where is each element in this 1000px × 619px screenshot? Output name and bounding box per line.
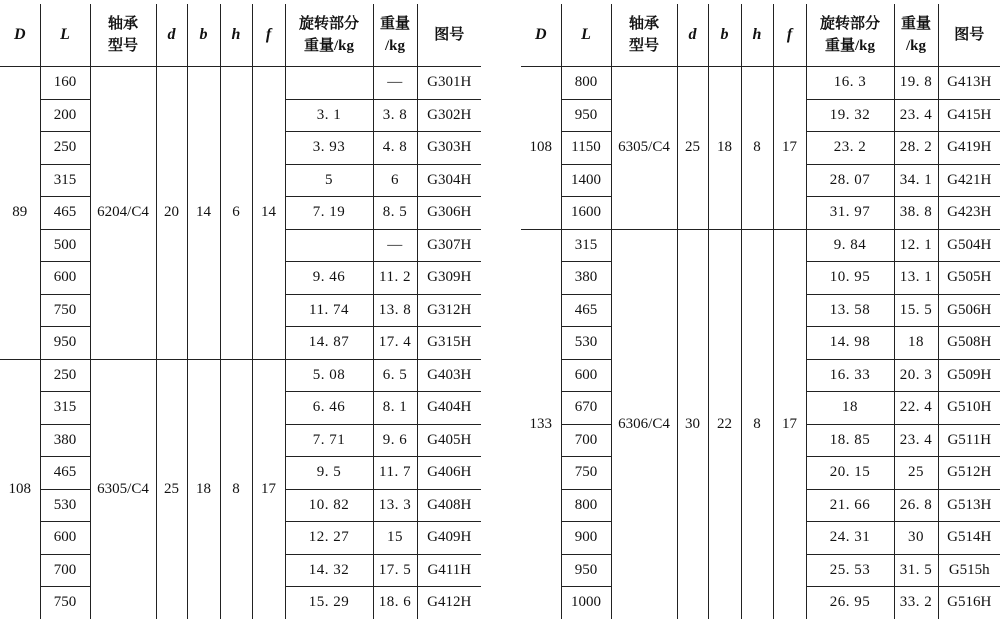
cell-weight: 6. 5 — [373, 359, 417, 392]
cell-weight: 11. 7 — [373, 457, 417, 490]
cell-rotating-weight: 7. 19 — [285, 197, 373, 230]
header-b: b — [708, 4, 741, 67]
header-rotating-weight-line: 重量/kg — [824, 38, 875, 54]
cell-weight: 13. 3 — [373, 489, 417, 522]
cell-weight: 22. 4 — [894, 392, 938, 425]
cell-weight: 8. 1 — [373, 392, 417, 425]
header-row — [0, 4, 481, 67]
cell-weight: 19. 8 — [894, 67, 938, 100]
cell-drawing-no: G406H — [417, 457, 481, 490]
cell-h: 8 — [220, 359, 252, 619]
cell-L: 465 — [40, 457, 90, 490]
header-rotating-weight — [285, 4, 373, 67]
cell-rotating-weight — [285, 229, 373, 262]
cell-L: 250 — [40, 132, 90, 165]
header-d: d — [677, 4, 708, 67]
cell-drawing-no: G508H — [938, 327, 1000, 360]
cell-D: 108 — [521, 67, 561, 230]
cell-weight: 4. 8 — [373, 132, 417, 165]
cell-L: 750 — [561, 457, 611, 490]
cell-b: 18 — [708, 67, 741, 230]
cell-weight: 30 — [894, 522, 938, 555]
cell-drawing-no: G415H — [938, 99, 1000, 132]
cell-drawing-no: G307H — [417, 229, 481, 262]
table-row — [521, 67, 1000, 100]
cell-weight: 17. 5 — [373, 554, 417, 587]
cell-weight: 38. 8 — [894, 197, 938, 230]
cell-f: 17 — [252, 359, 285, 619]
cell-bearing: 6305/C4 — [90, 359, 156, 619]
cell-D: 108 — [0, 359, 40, 619]
cell-drawing-no: G409H — [417, 522, 481, 555]
cell-drawing-no: G509H — [938, 359, 1000, 392]
cell-L: 600 — [40, 522, 90, 555]
cell-f: 17 — [773, 67, 806, 230]
header-D: D — [521, 4, 561, 67]
cell-L: 950 — [40, 327, 90, 360]
cell-rotating-weight: 9. 5 — [285, 457, 373, 490]
header-L: L — [561, 4, 611, 67]
cell-rotating-weight: 9. 46 — [285, 262, 373, 295]
cell-f: 17 — [773, 229, 806, 619]
cell-weight: 6 — [373, 164, 417, 197]
cell-L: 800 — [561, 489, 611, 522]
cell-rotating-weight: 11. 74 — [285, 294, 373, 327]
header-bearing — [90, 4, 156, 67]
cell-rotating-weight: 16. 33 — [806, 359, 894, 392]
cell-rotating-weight: 5 — [285, 164, 373, 197]
right-spec-table — [521, 4, 1000, 619]
cell-L: 530 — [561, 327, 611, 360]
cell-drawing-no: G304H — [417, 164, 481, 197]
cell-rotating-weight: 7. 71 — [285, 424, 373, 457]
cell-drawing-no: G411H — [417, 554, 481, 587]
cell-L: 500 — [40, 229, 90, 262]
cell-d: 25 — [156, 359, 187, 619]
cell-L: 380 — [40, 424, 90, 457]
cell-rotating-weight: 21. 66 — [806, 489, 894, 522]
cell-drawing-no: G423H — [938, 197, 1000, 230]
cell-drawing-no: G301H — [417, 67, 481, 100]
cell-d: 20 — [156, 67, 187, 360]
cell-weight: 20. 3 — [894, 359, 938, 392]
cell-L: 950 — [561, 99, 611, 132]
cell-drawing-no: G405H — [417, 424, 481, 457]
cell-weight: 17. 4 — [373, 327, 417, 360]
header-weight-line: 重量 — [379, 16, 410, 32]
cell-weight: 25 — [894, 457, 938, 490]
cell-d: 25 — [677, 67, 708, 230]
header-weight — [894, 4, 938, 67]
cell-drawing-no: G403H — [417, 359, 481, 392]
header-weight-line: /kg — [905, 38, 926, 54]
cell-L: 670 — [561, 392, 611, 425]
cell-L: 600 — [561, 359, 611, 392]
cell-weight: 28. 2 — [894, 132, 938, 165]
cell-L: 600 — [40, 262, 90, 295]
cell-L: 465 — [561, 294, 611, 327]
cell-L: 315 — [40, 392, 90, 425]
cell-rotating-weight: 28. 07 — [806, 164, 894, 197]
header-bearing-line: 型号 — [628, 38, 659, 54]
table-row — [0, 67, 481, 100]
cell-L: 315 — [561, 229, 611, 262]
cell-rotating-weight — [285, 67, 373, 100]
cell-rotating-weight: 26. 95 — [806, 587, 894, 619]
cell-bearing: 6305/C4 — [611, 67, 677, 230]
cell-rotating-weight: 18. 85 — [806, 424, 894, 457]
header-row — [521, 4, 1000, 67]
cell-drawing-no: G514H — [938, 522, 1000, 555]
cell-D: 89 — [0, 67, 40, 360]
cell-weight: 34. 1 — [894, 164, 938, 197]
header-bearing-line: 型号 — [107, 38, 138, 54]
header-h: h — [741, 4, 773, 67]
cell-rotating-weight: 23. 2 — [806, 132, 894, 165]
cell-rotating-weight: 5. 08 — [285, 359, 373, 392]
cell-rotating-weight: 16. 3 — [806, 67, 894, 100]
table-row — [521, 229, 1000, 262]
header-weight-line: 重量 — [900, 16, 931, 32]
cell-drawing-no: G516H — [938, 587, 1000, 619]
cell-rotating-weight: 24. 31 — [806, 522, 894, 555]
header-rotating-weight-line: 重量/kg — [303, 38, 354, 54]
cell-L: 1400 — [561, 164, 611, 197]
cell-weight: 23. 4 — [894, 99, 938, 132]
cell-h: 8 — [741, 229, 773, 619]
cell-drawing-no: G504H — [938, 229, 1000, 262]
cell-drawing-no: G505H — [938, 262, 1000, 295]
cell-rotating-weight: 31. 97 — [806, 197, 894, 230]
cell-h: 6 — [220, 67, 252, 360]
header-L: L — [40, 4, 90, 67]
cell-rotating-weight: 14. 98 — [806, 327, 894, 360]
cell-weight: 11. 2 — [373, 262, 417, 295]
cell-drawing-no: G513H — [938, 489, 1000, 522]
cell-L: 1600 — [561, 197, 611, 230]
cell-drawing-no: G303H — [417, 132, 481, 165]
header-h: h — [220, 4, 252, 67]
cell-L: 1000 — [561, 587, 611, 619]
cell-weight: — — [373, 229, 417, 262]
header-bearing-line: 轴承 — [107, 16, 138, 32]
cell-weight: 8. 5 — [373, 197, 417, 230]
cell-f: 14 — [252, 67, 285, 360]
header-rotating-weight — [806, 4, 894, 67]
cell-weight: 18 — [894, 327, 938, 360]
left-spec-table — [0, 4, 481, 619]
header-weight-line: /kg — [384, 38, 405, 54]
cell-bearing: 6306/C4 — [611, 229, 677, 619]
cell-rotating-weight: 19. 32 — [806, 99, 894, 132]
cell-weight: 15 — [373, 522, 417, 555]
cell-L: 315 — [40, 164, 90, 197]
header-weight — [373, 4, 417, 67]
table-row — [0, 359, 481, 392]
cell-rotating-weight: 18 — [806, 392, 894, 425]
cell-drawing-no: G404H — [417, 392, 481, 425]
cell-weight: 15. 5 — [894, 294, 938, 327]
header-drawing-no: 图号 — [417, 4, 481, 67]
cell-L: 160 — [40, 67, 90, 100]
cell-drawing-no: G413H — [938, 67, 1000, 100]
cell-L: 750 — [40, 587, 90, 619]
cell-rotating-weight: 3. 1 — [285, 99, 373, 132]
cell-drawing-no: G512H — [938, 457, 1000, 490]
cell-weight: 9. 6 — [373, 424, 417, 457]
cell-drawing-no: G309H — [417, 262, 481, 295]
header-f: f — [252, 4, 285, 67]
cell-L: 950 — [561, 554, 611, 587]
cell-D: 133 — [521, 229, 561, 619]
cell-drawing-no: G515h — [938, 554, 1000, 587]
cell-drawing-no: G510H — [938, 392, 1000, 425]
cell-L: 750 — [40, 294, 90, 327]
cell-L: 250 — [40, 359, 90, 392]
cell-drawing-no: G506H — [938, 294, 1000, 327]
header-b: b — [187, 4, 220, 67]
cell-d: 30 — [677, 229, 708, 619]
cell-rotating-weight: 20. 15 — [806, 457, 894, 490]
header-f: f — [773, 4, 806, 67]
cell-rotating-weight: 10. 82 — [285, 489, 373, 522]
cell-L: 200 — [40, 99, 90, 132]
cell-rotating-weight: 13. 58 — [806, 294, 894, 327]
cell-weight: 23. 4 — [894, 424, 938, 457]
cell-weight: 13. 1 — [894, 262, 938, 295]
cell-L: 700 — [40, 554, 90, 587]
cell-weight: — — [373, 67, 417, 100]
cell-drawing-no: G511H — [938, 424, 1000, 457]
cell-L: 1150 — [561, 132, 611, 165]
cell-rotating-weight: 25. 53 — [806, 554, 894, 587]
header-rotating-weight-line: 旋转部分 — [819, 16, 880, 32]
cell-drawing-no: G408H — [417, 489, 481, 522]
cell-rotating-weight: 14. 87 — [285, 327, 373, 360]
cell-drawing-no: G419H — [938, 132, 1000, 165]
cell-weight: 12. 1 — [894, 229, 938, 262]
cell-weight: 26. 8 — [894, 489, 938, 522]
cell-L: 800 — [561, 67, 611, 100]
cell-b: 18 — [187, 359, 220, 619]
header-bearing-line: 轴承 — [628, 16, 659, 32]
header-D: D — [0, 4, 40, 67]
cell-rotating-weight: 3. 93 — [285, 132, 373, 165]
cell-weight: 33. 2 — [894, 587, 938, 619]
cell-drawing-no: G315H — [417, 327, 481, 360]
cell-rotating-weight: 12. 27 — [285, 522, 373, 555]
cell-h: 8 — [741, 67, 773, 230]
cell-weight: 3. 8 — [373, 99, 417, 132]
cell-rotating-weight: 9. 84 — [806, 229, 894, 262]
cell-rotating-weight: 6. 46 — [285, 392, 373, 425]
cell-L: 900 — [561, 522, 611, 555]
cell-rotating-weight: 15. 29 — [285, 587, 373, 619]
cell-b: 22 — [708, 229, 741, 619]
cell-weight: 18. 6 — [373, 587, 417, 619]
cell-weight: 13. 8 — [373, 294, 417, 327]
cell-drawing-no: G312H — [417, 294, 481, 327]
cell-rotating-weight: 14. 32 — [285, 554, 373, 587]
cell-drawing-no: G421H — [938, 164, 1000, 197]
cell-L: 380 — [561, 262, 611, 295]
cell-bearing: 6204/C4 — [90, 67, 156, 360]
cell-drawing-no: G412H — [417, 587, 481, 619]
cell-L: 700 — [561, 424, 611, 457]
cell-b: 14 — [187, 67, 220, 360]
cell-rotating-weight: 10. 95 — [806, 262, 894, 295]
cell-drawing-no: G302H — [417, 99, 481, 132]
cell-weight: 31. 5 — [894, 554, 938, 587]
cell-L: 465 — [40, 197, 90, 230]
header-d: d — [156, 4, 187, 67]
cell-L: 530 — [40, 489, 90, 522]
header-bearing — [611, 4, 677, 67]
header-drawing-no: 图号 — [938, 4, 1000, 67]
cell-drawing-no: G306H — [417, 197, 481, 230]
header-rotating-weight-line: 旋转部分 — [298, 16, 359, 32]
